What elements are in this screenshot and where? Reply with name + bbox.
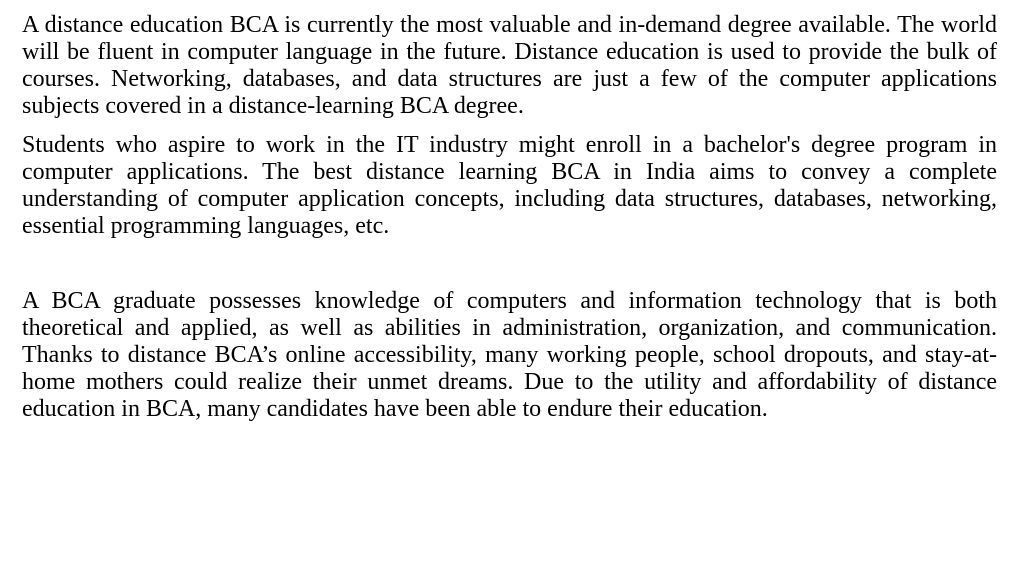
paragraph-it-industry: Students who aspire to work in the IT industry might enroll in a bachelor's degree program in computer applications. The best distance learning BCA in India aims to convey a complete understanding of computer application concepts, including data structures, databases, networking, essential programming languages, etc.: [22, 132, 997, 239]
document-body: [22, 12, 997, 423]
paragraph-bca-overview: A distance education BCA is currently the most valuable and in-demand degree available. The world will be fluent in computer language in the future. Distance education is used to provide the bulk of courses. Networking, databases, and data structures are just a few of the computer applications subjects covered in a distance-learning BCA degree.: [22, 12, 997, 119]
paragraph-bca-graduate: A BCA graduate possesses knowledge of computers and information technology that is both theoretical and applied, as well as abilities in administration, organization, and communication. Thanks to distance BCA’s online accessibility, many working people, school dropouts, and stay-at-home mothers could realize their unmet dreams. Due to the utility and affordability of distance education in BCA, many candidates have been able to endure their education.: [22, 288, 997, 422]
